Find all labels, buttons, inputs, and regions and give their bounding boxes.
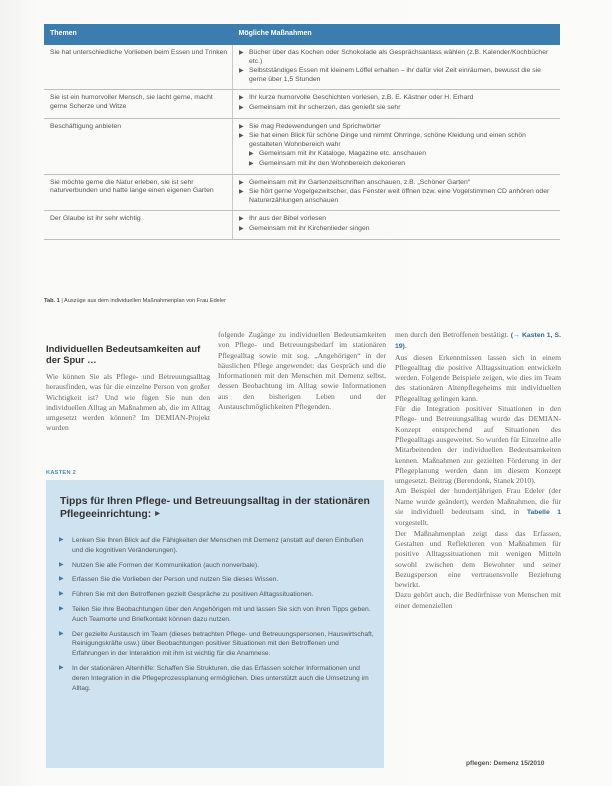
column-3-text <box>395 330 561 611</box>
measures-list <box>239 49 556 84</box>
col3-paragraph-1b: . <box>404 341 407 351</box>
caption-text: | Auszüge aus dem individuellen Maßnahmenplan von Frau Edeler <box>61 298 227 304</box>
measures-cell <box>233 45 561 90</box>
measure-item: ▶ Gemeinsam mit ihr den Wohnbereich dekorieren <box>239 160 556 169</box>
table-row <box>44 211 560 239</box>
measure-item: ▶ Selbstständiges Essen mit kleinem Löffel erhalten – ihr dafür viel Zeit einräumen, bewusst die sie gerne über 1,5 Stunden <box>239 67 556 84</box>
measures-list <box>239 94 556 112</box>
measure-item: ▶ Gemeinsam mit ihr Kataloge, Magazine etc. anschauen <box>239 150 556 159</box>
kasten-1-reference: (→ Kasten 1, S. 19) <box>395 332 561 351</box>
table-row <box>44 118 560 174</box>
table-row <box>44 90 560 118</box>
measure-item: ▶ Sie mag Redewendungen und Sprichwörter <box>239 123 556 132</box>
table-body <box>44 45 560 239</box>
measures-list <box>239 123 556 169</box>
measure-item: ▶ Ihr kurze humorvolle Geschichten vorlesen, z.B. E. Kästner oder H. Erhard <box>239 94 556 103</box>
measures-cell <box>233 174 561 211</box>
table-row <box>44 174 560 211</box>
section-heading: Individuellen Bedeutsamkeiten auf der Spur … <box>46 343 201 365</box>
measures-table <box>44 24 560 240</box>
measures-list <box>239 179 556 206</box>
tips-list <box>58 536 374 698</box>
caption-label: Tab. 1 <box>44 298 60 304</box>
tip-item: ▶ In der stationären Altenhilfe: Schaffen Sie Strukturen, die das Erfassen solcher Informationen und deren Integration in die Pflegeprozessplanung ermöglichen. Dies unterstützt auch die Umsetzung im Alltag. <box>58 664 374 693</box>
tip-item: ▶ Der gezielte Austausch im Team (dieses betrachten Pflege- und Betreuungspersonen, Hauswirtschaft, Reinigungskräfte usw.) über Beobachtungen positiver Situationen mit den Betroffenen und Erfahrungen in der Interaktion mit ihm ist wichtig für die Anamnese. <box>58 630 374 659</box>
box-title <box>60 496 370 522</box>
tips-box <box>46 480 384 768</box>
col3-paragraph-4b: vorgestellt. <box>395 518 429 528</box>
tip-item: ▶ Nutzen Sie alle Formen der Kommunikation (auch nonverbale). <box>58 561 374 571</box>
measure-item: ▶ Gemeinsam mit ihr Gartenzeitschriften anschauen, z.B. „Schöner Garten“ <box>239 179 556 188</box>
tip-item: ▶ Lenken Sie Ihren Blick auf die Fähigkeiten der Menschen mit Demenz (anstatt auf deren Einbußen und die kognitiven Veränderungen). <box>58 536 374 556</box>
measures-list <box>239 215 556 233</box>
box-title-text: Tipps für Ihren Pflege- und Betreuungsalltag in der stationären Pflegeeinrichtung: <box>60 496 370 521</box>
measures-cell <box>233 90 561 118</box>
tip-item: ▶ Führen Sie mit den Betroffenen gezielt Gespräche zu positiven Alltagssituationen. <box>58 590 374 600</box>
table-row <box>44 45 560 90</box>
box-label: KASTEN 2 <box>46 470 77 476</box>
measure-item: ▶ Ihr aus der Bibel vorlesen <box>239 215 556 224</box>
measure-item: ▶ Sie hört gerne Vogelgezwitscher, das Fenster weit öffnen bzw. eine Vogelstimmen CD anhören oder Naturerzählungen anschauen <box>239 188 556 205</box>
col3-paragraph-6: Dazu gehört auch, die Bedürfnisse von Menschen mit einer demenziellen <box>395 590 561 610</box>
table-caption <box>44 298 226 304</box>
col3-paragraph-2: Aus diesen Erkenntnissen lassen sich in einem Pflegealltag die positive Alltagssituation entwickeln werden. Folgende Beispiele zeigen, wie dies im Team des stationären Altenpflegeheims mit individuellen Pflegealltag gelingen kann. <box>395 352 561 403</box>
tabelle-1-reference: Tabelle 1 <box>526 509 562 517</box>
measure-item: ▶ Bücher über das Kochen oder Schokolade als Gesprächsanlass wählen (z.B. Kalender/Kochbücher etc.) <box>239 49 556 66</box>
column-1-text: Wie können Sie als Pflege- und Betreuungsalltag herausfinden, was für die einzelne Person von großer Wichtigkeit ist? Und wie fügen Sie nun den individuellen Alltag an Maßnahmen ab, die im Alltag umgesetzt werden können? Im DEMIAN-Projekt wurden <box>46 372 210 433</box>
measures-cell <box>233 118 561 174</box>
header-measures: Mögliche Maßnahmen <box>233 24 561 45</box>
col3-paragraph-4a: Am Beispiel der hundertjährigen Frau Edeler (der Name wurde geändert), werden Maßnahmen, die für sie individuell bedeutsam sind, in <box>395 486 561 517</box>
triangle-icon: ▶ <box>155 511 160 518</box>
col3-paragraph-5: Der Maßnahmenplan zeigt dass das Erfassen, Gestalten und Reflektieren von Maßnahmen für positive Alltagssituationen mit wenigen Mitteln sowohl zwischen dem Bewohner und seiner Bezugsperson eine vertrauensvolle Beziehung bewirkt. <box>395 528 561 590</box>
page-footer: pflegen: Demenz 15/2010 <box>466 760 545 767</box>
tip-item: ▶ Teilen Sie Ihre Beobachtungen über den Angehörigen mit und lassen Sie sich von ihren Tipps geben. Auch Teamorte und Briefkontakt können dazu nutzen. <box>58 605 374 625</box>
column-2-text: folgende Zugänge zu individuellen Bedeutsamkeiten von Pflege- und Betreuungsbedarf im stationären Pflegealltag sowie mit sog. „Angehörigen“ in der häuslichen Pflege angewendet: das Gespräch und die Informationen mit den Menschen mit Demenz selbst, dessen Beobachtung im Alltag sowie Informationen aus den bisherigen Leben und der Austauschmöglichkeiten Pflegenden. <box>218 330 386 412</box>
measure-item: ▶ Sie hat einen Blick für schöne Dinge und nimmt Ohrringe, schöne Kleidung und einen schön gestalteten Wohnbereich wahr <box>239 132 556 149</box>
header-themes: Themen <box>44 24 233 45</box>
theme-cell: Sie hat unterschiedliche Vorlieben beim Essen und Trinken <box>44 45 233 90</box>
theme-cell: Sie möchte gerne die Natur erleben, sie ist sehr naturverbunden und hatte lange einen eigenen Garten <box>44 174 233 211</box>
measure-item: ▶ Gemeinsam mit ihr Kirchenlieder singen <box>239 225 556 234</box>
measures-cell <box>233 211 561 239</box>
tip-item: ▶ Erfassen Sie die Vorlieben der Person und nutzen Sie dieses Wissen. <box>58 575 374 585</box>
col3-paragraph-1a: men durch den Betroffenen bestätigt. <box>395 330 509 339</box>
theme-cell: Beschäftigung anbieten <box>44 118 233 174</box>
table-header-row <box>44 24 560 45</box>
theme-cell: Der Glaube ist ihr sehr wichtig <box>44 211 233 239</box>
measure-item: ▶ Gemeinsam mit ihr scherzen, das genießt sie sehr <box>239 104 556 113</box>
theme-cell: Sie ist ein humorvoller Mensch, sie lacht gerne, macht gerne Scherze und Witze <box>44 90 233 118</box>
col3-paragraph-3: Für die Integration positiver Situationen in den Pflege- und Betreuungsalltag wurde das DEMIAN-Konzept entsprechend auf Situationen des Pflegealltags ausgeweitet. So wurden für Einzelne alle Mitarbeitenden der individuellen Bedeutsamkeiten kennen. Maßnahmen zur gezielten Förderung in der Pflegeplanung werden dann im diesem Konzept umgesetzt. Beitrag (Berendonk, Stanek 2010). <box>395 404 561 486</box>
